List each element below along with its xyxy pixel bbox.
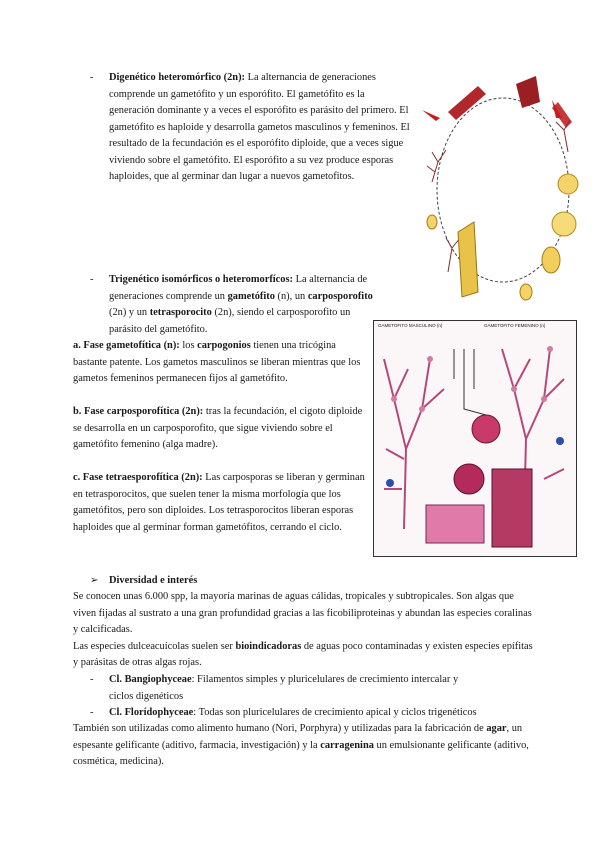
bold-run: Cl. Florídophyceae bbox=[109, 707, 194, 718]
text-run: de aguas poco contaminadas y existen especies epífitas y parásitas de otras algas rojas. bbox=[73, 640, 533, 668]
digenetico-text: La alternancia de generaciones comprende un gametófito y un esporófito. El gametófito es la generación dominante y a veces el esporófito es parásito del primero. El gametófito es haploide y desarrolla gametos masculinos y femeninos. El resultado de la fecundación es el esporófito diploide, que a veces sigue viviendo sobre el gametófito. El esporófito a su vez produce esporas haploides, que al germinar dan lugar a nuevos gametofitos. bbox=[109, 72, 410, 182]
phase-b-paragraph bbox=[73, 404, 368, 454]
text-run: La alternancia de generaciones comprende un bbox=[109, 274, 368, 302]
phase-b-text: tras la fecundación, el cigoto diploide se desarrolla en un carposporofito, que sigue viviendo sobre el gametófito femenino (alga madre). bbox=[73, 406, 363, 450]
list-dash: - bbox=[90, 707, 94, 718]
phase-b bbox=[73, 404, 368, 454]
arrow-icon bbox=[422, 100, 562, 121]
list-item-bangiophyceae bbox=[90, 672, 479, 705]
text-run: los bbox=[179, 340, 198, 351]
uses-text bbox=[73, 721, 535, 771]
text-run: tienen una tricógina bastante patente. Los gametos masculinos se liberan mientras que los gametos femeninos permanecen fijos al gametófito. bbox=[73, 340, 361, 384]
diagram-header-left: GAMETOFITO MASCULINO (n) bbox=[378, 323, 443, 328]
text-run: un emulsionante gelificante (aditivo, cosmética, medicina). bbox=[73, 739, 529, 767]
bold-run: bioindicadoras bbox=[235, 640, 302, 652]
bold-run: Cl. Bangiophyceae bbox=[109, 674, 192, 685]
text-run: : Filamentos simples y pluricelulares de crecimiento intercalar y ciclos digenéticos bbox=[109, 674, 459, 702]
list-item-text bbox=[109, 705, 529, 722]
arrow-bullet-icon: ➢ bbox=[90, 575, 99, 586]
filament-path bbox=[454, 349, 486, 415]
life-cycle-illustration bbox=[418, 72, 588, 304]
thallus-nodes bbox=[391, 346, 553, 412]
diversidad-p2 bbox=[73, 639, 535, 672]
text-run: (2n), siendo el carposporofito un parásito del gametófito. bbox=[109, 307, 351, 335]
phase-c-paragraph bbox=[73, 470, 368, 536]
phase-c bbox=[73, 470, 368, 536]
text-run: Las especies dulceacuícolas suelen ser bbox=[73, 640, 236, 652]
bold-run: tetrasporocito bbox=[149, 307, 212, 318]
diversidad-title: Diversidad e interés bbox=[109, 575, 198, 586]
bold-run: carposporofito bbox=[307, 290, 373, 302]
yellow-spore-stages bbox=[427, 174, 578, 300]
digenetico-paragraph bbox=[109, 70, 411, 186]
text-run: (2n) y un bbox=[109, 307, 150, 318]
diversidad-body bbox=[73, 589, 535, 672]
trigenetico-paragraph bbox=[109, 272, 377, 338]
phase-a-paragraph bbox=[73, 338, 368, 388]
cycle-artwork bbox=[374, 329, 576, 555]
text-run: (n), un bbox=[274, 290, 308, 302]
trigenetico-term: Trigenético isomórficos o heteromorfícos: bbox=[109, 274, 293, 285]
red-alga-thallus bbox=[448, 76, 572, 128]
uses-paragraph bbox=[73, 721, 535, 771]
section-digenetico bbox=[90, 70, 411, 186]
diagram-header-right: GAMETOFITO FEMENINO (n) bbox=[484, 323, 546, 328]
list-item-text bbox=[109, 672, 479, 705]
list-dash: - bbox=[90, 72, 94, 83]
bold-run: agar bbox=[486, 723, 507, 734]
bold-run: carpogonios bbox=[197, 340, 251, 351]
section-trigenetico bbox=[90, 272, 377, 338]
phase-c-term: c. Fase tetraesporofítica (2n): bbox=[73, 472, 203, 483]
bold-run: carragenina bbox=[320, 739, 374, 751]
text-run: También son utilizadas como alimento humano (Nori, Porphyra) y utilizadas para la fabricación de bbox=[73, 723, 487, 734]
list-dash: - bbox=[90, 674, 94, 685]
diversidad-p1: Se conocen unas 6.000 spp, la mayoría marinas de aguas cálidas, tropicales y subtropicales. Son algas que viven fijadas al sustrato a una gran profundidad gracias a las ficobiliproteinas y abundan las especies coralinas y calcificadas. bbox=[73, 591, 532, 635]
red-algae-cycle-diagram bbox=[373, 320, 577, 557]
digenetico-term: Digenético heteromórfico (2n): bbox=[109, 72, 245, 83]
phase-b-term: b. Fase carposporofítica (2n): bbox=[73, 406, 204, 417]
phase-a-term: a. Fase gametofítica (n): bbox=[73, 340, 180, 351]
list-dash: - bbox=[90, 274, 94, 285]
diversidad-heading bbox=[90, 573, 390, 590]
text-run: , un espesante gelificante (aditivo, farmacia, investigación) y la bbox=[73, 723, 523, 751]
text-run: : Todas son pluricelulares de crecimiento apical y ciclos trigenéticos bbox=[193, 707, 477, 718]
list-item-floridophyceae bbox=[90, 705, 529, 722]
phase-c-text: Las carposporas se liberan y germinan en tetrasporocitos, que suelen tener la misma morfología que los gametófitos, pero son diploides. Los tetrasporocitos liberan esporas haploides que al germinar forman gametófitos, cerrando el ciclo. bbox=[73, 472, 365, 533]
bold-run: gametófito bbox=[227, 290, 275, 302]
phase-a bbox=[73, 338, 368, 388]
